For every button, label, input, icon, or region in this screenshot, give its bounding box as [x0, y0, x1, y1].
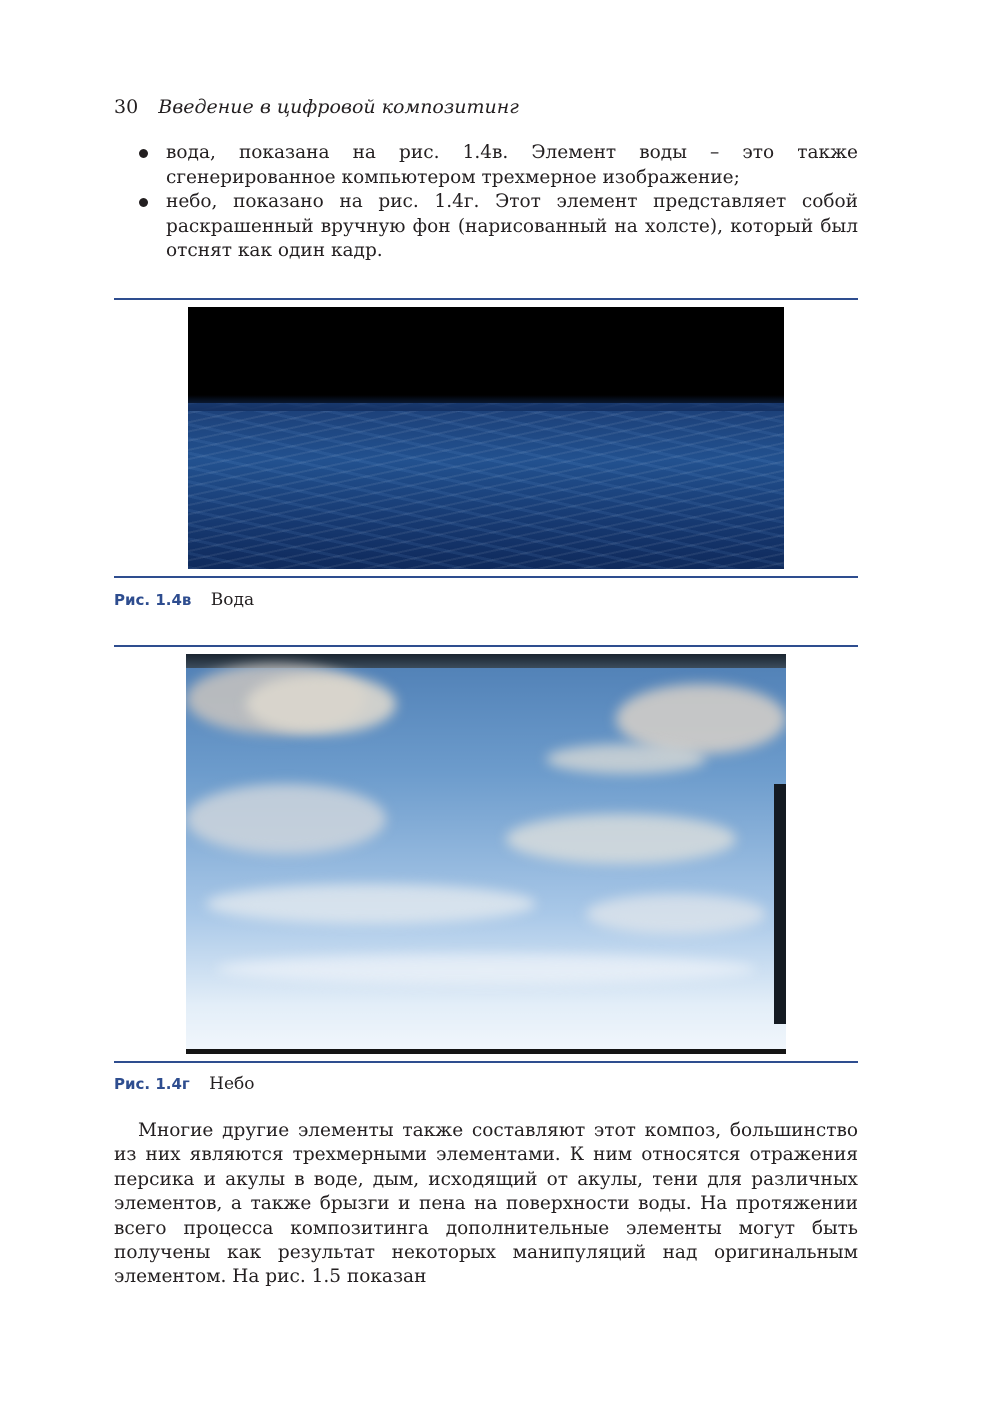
frame-post [774, 784, 786, 1024]
figure-label: Рис. 1.4в [114, 591, 192, 609]
cloud-shape [546, 744, 706, 774]
figure-top-rule [114, 645, 858, 647]
bullet-text: небо, показано на рис. 1.4г. Этот элемент представляет собой раскрашенный вручную фон (нарисованный на холсте), который был отснят как один кадр. [166, 191, 858, 261]
sea-surface [188, 403, 784, 569]
page-number: 30 [114, 96, 139, 118]
figure-bottom-rule [114, 576, 858, 578]
bullet-item-water [114, 141, 858, 190]
figure-bottom-rule [114, 1061, 858, 1063]
body-paragraph: Многие другие элементы также составляют этот композ, большинство из них являются трехмерными элементами. К ним относятся отражения персика и акулы в воде, дым, исходящий от акулы, тени для различных элементов, а также брызги и пена на поверхности воды. На протяжении всего процесса композитинга дополнительные элементы могут быть получены как результат некоторых манипуляций над оригинальным элементом. На рис. 1.5 показан [114, 1120, 858, 1288]
cloud-shape [586, 894, 766, 934]
running-title: Введение в цифровой композитинг [158, 96, 519, 118]
figure-label: Рис. 1.4г [114, 1075, 190, 1093]
bullet-item-sky [114, 190, 858, 264]
running-header [114, 94, 519, 120]
figure-top-rule [114, 298, 858, 300]
figure-caption-text: Вода [210, 590, 255, 610]
figure-caption-water [114, 589, 254, 611]
cloud-shape [216, 954, 756, 984]
horizon-line [188, 395, 784, 411]
cloud-shape [506, 814, 736, 864]
figure-caption-sky [114, 1073, 255, 1095]
figure-water-image [188, 307, 784, 569]
cloud-shape [246, 674, 396, 734]
frame-bottom-edge [186, 1049, 786, 1054]
bullet-list [114, 141, 858, 264]
figure-sky-image [186, 654, 786, 1054]
bullet-dot-icon [139, 198, 148, 207]
bullet-dot-icon [139, 149, 148, 158]
bullet-text: вода, показана на рис. 1.4в. Элемент воды – это также сгенерированное компьютером трехмерное изображение; [166, 142, 858, 188]
cloud-shape [186, 784, 386, 854]
figure-caption-text: Небо [209, 1074, 255, 1094]
cloud-shape [206, 884, 536, 924]
